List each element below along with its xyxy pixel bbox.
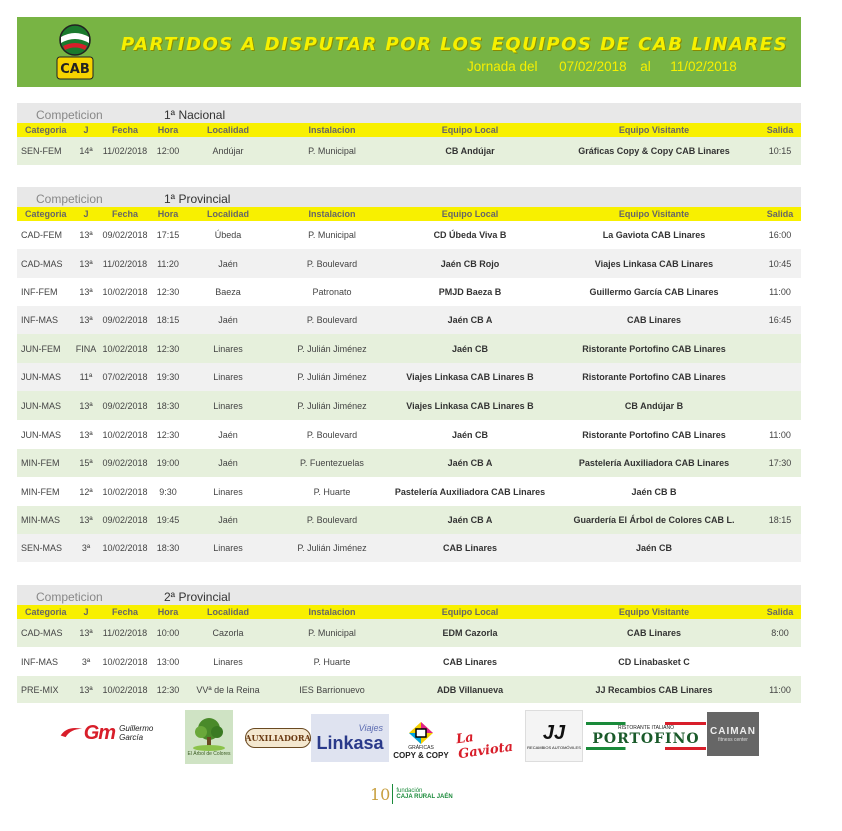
- column-header: Localidad: [183, 207, 273, 221]
- cell-visit: La Gaviota CAB Linares: [549, 221, 759, 249]
- cell-cat: INF-MAS: [17, 306, 75, 334]
- cell-salida: [759, 334, 801, 363]
- cell-inst: P. Boulevard: [273, 306, 391, 334]
- competition-label: Competicion: [36, 590, 103, 604]
- cell-hora: 19:00: [153, 449, 183, 477]
- cell-j: 11ª: [75, 363, 97, 391]
- cell-local: Jaén CB: [391, 420, 549, 449]
- cell-salida: [759, 391, 801, 420]
- cell-visit: CAB Linares: [549, 306, 759, 334]
- recambios-text: RECAMBIOS AUTOMÓVILES: [527, 745, 581, 750]
- cell-inst: P. Boulevard: [273, 420, 391, 449]
- cell-fecha: 10/02/2018: [97, 647, 153, 676]
- column-header: Categoria: [17, 605, 75, 619]
- sponsor-linkasa: [311, 714, 389, 762]
- cell-j: 13ª: [75, 278, 97, 306]
- cell-local: Jaén CB A: [391, 506, 549, 534]
- cell-loc: Linares: [183, 647, 273, 676]
- cell-inst: Patronato: [273, 278, 391, 306]
- cell-cat: INF-FEM: [17, 278, 75, 306]
- table-row: [17, 619, 801, 647]
- caiman-text: CAIMAN: [710, 725, 756, 737]
- cell-fecha: 10/02/2018: [97, 534, 153, 562]
- table-row: [17, 137, 801, 165]
- cell-inst: P. Fuentezuelas: [273, 449, 391, 477]
- column-header: Instalacion: [273, 605, 391, 619]
- auxiliadora-text: AUXILIADORA: [245, 733, 311, 743]
- cell-local: Jaén CB A: [391, 306, 549, 334]
- cell-hora: 12:30: [153, 420, 183, 449]
- cell-local: CAB Linares: [391, 534, 549, 562]
- cell-inst: P. Municipal: [273, 619, 391, 647]
- gaviota-text: La Gaviota: [455, 730, 514, 763]
- cell-fecha: 10/02/2018: [97, 334, 153, 363]
- competition-2-provincial: [17, 585, 801, 703]
- cell-hora: 18:30: [153, 534, 183, 562]
- table-row: [17, 449, 801, 477]
- column-header: Fecha: [97, 207, 153, 221]
- cell-inst: P. Municipal: [273, 137, 391, 165]
- cell-cat: PRE-MIX: [17, 676, 75, 703]
- cell-j: 3ª: [75, 647, 97, 676]
- page-title: PARTIDOS A DISPUTAR POR LOS EQUIPOS DE CAB LINARES: [121, 34, 789, 55]
- cell-fecha: 11/02/2018: [97, 249, 153, 278]
- cell-salida: 17:30: [759, 449, 801, 477]
- column-header: Equipo Local: [391, 207, 549, 221]
- competition-nacional: [17, 103, 801, 165]
- table-row: [17, 334, 801, 363]
- cell-cat: JUN-MAS: [17, 391, 75, 420]
- cell-j: 15ª: [75, 449, 97, 477]
- graficas-text: GRÁFICAS: [408, 744, 434, 751]
- cell-hora: 18:30: [153, 391, 183, 420]
- cell-visit: CAB Linares: [549, 619, 759, 647]
- cell-visit: Jaén CB: [549, 534, 759, 562]
- cell-loc: Jaén: [183, 420, 273, 449]
- cell-cat: MIN-MAS: [17, 506, 75, 534]
- gm-swoosh-icon: [59, 722, 84, 744]
- column-header: Salida: [759, 123, 801, 137]
- cell-loc: Andújar: [183, 137, 273, 165]
- date-to: 11/02/2018: [670, 59, 737, 74]
- cell-inst: P. Boulevard: [273, 506, 391, 534]
- cab-logo-icon: [55, 21, 95, 83]
- column-header: Fecha: [97, 605, 153, 619]
- cell-fecha: 09/02/2018: [97, 506, 153, 534]
- cell-inst: P. Huarte: [273, 647, 391, 676]
- cell-inst: P. Julián Jiménez: [273, 534, 391, 562]
- arbol-text: El Árbol de Colores: [187, 751, 231, 757]
- competition-name: 2ª Provincial: [164, 590, 231, 604]
- cell-fecha: 11/02/2018: [97, 619, 153, 647]
- cell-hora: 17:15: [153, 221, 183, 249]
- cell-loc: Linares: [183, 477, 273, 506]
- column-header: Hora: [153, 207, 183, 221]
- cell-visit: Jaén CB B: [549, 477, 759, 506]
- cell-j: 13ª: [75, 676, 97, 703]
- cell-loc: Cazorla: [183, 619, 273, 647]
- sponsor-auxiliadora: [245, 728, 311, 748]
- cell-hora: 12:30: [153, 334, 183, 363]
- sponsor-portofino: [583, 722, 709, 750]
- guillermo-text: Guillermo García: [119, 724, 154, 742]
- cell-loc: Jaén: [183, 506, 273, 534]
- column-header: Categoria: [17, 123, 75, 137]
- table-row: [17, 278, 801, 306]
- competition-name: 1ª Provincial: [164, 192, 231, 206]
- table-row: [17, 534, 801, 562]
- cell-visit: Ristorante Portofino CAB Linares: [549, 363, 759, 391]
- cell-loc: Baeza: [183, 278, 273, 306]
- matches-table: [17, 605, 801, 703]
- cell-hora: 12:30: [153, 278, 183, 306]
- sponsor-arbol-colores: [185, 710, 233, 764]
- cell-hora: 9:30: [153, 477, 183, 506]
- cell-j: 12ª: [75, 477, 97, 506]
- cell-salida: [759, 477, 801, 506]
- cell-visit: Gráficas Copy & Copy CAB Linares: [549, 137, 759, 165]
- cell-loc: Jaén: [183, 249, 273, 278]
- cell-visit: Viajes Linkasa CAB Linares: [549, 249, 759, 278]
- copy-text: COPY & COPY: [393, 750, 449, 760]
- cell-j: 13ª: [75, 249, 97, 278]
- column-header: J: [75, 605, 97, 619]
- cell-inst: P. Julián Jiménez: [273, 334, 391, 363]
- italian-flag-stripe-bottom: [586, 747, 706, 750]
- cell-fecha: 11/02/2018: [97, 137, 153, 165]
- column-header: Equipo Local: [391, 123, 549, 137]
- cell-j: 13ª: [75, 506, 97, 534]
- cell-fecha: 09/02/2018: [97, 391, 153, 420]
- column-header: Equipo Visitante: [549, 605, 759, 619]
- copy-copy-icon: [408, 721, 434, 745]
- cell-salida: [759, 363, 801, 391]
- competition-header: [17, 585, 801, 605]
- sponsor-jj-recambios: [525, 710, 583, 762]
- cell-inst: P. Huarte: [273, 477, 391, 506]
- jj-text: JJ: [542, 722, 566, 744]
- cell-loc: Linares: [183, 363, 273, 391]
- cell-cat: JUN-MAS: [17, 363, 75, 391]
- column-header: Salida: [759, 605, 801, 619]
- column-header: Hora: [153, 123, 183, 137]
- cell-visit: JJ Recambios CAB Linares: [549, 676, 759, 703]
- cell-hora: 19:30: [153, 363, 183, 391]
- cell-hora: 11:20: [153, 249, 183, 278]
- cell-visit: Pastelería Auxiliadora CAB Linares: [549, 449, 759, 477]
- cell-local: CAB Linares: [391, 647, 549, 676]
- cell-j: 14ª: [75, 137, 97, 165]
- fitness-text: fitness center: [718, 736, 748, 743]
- cell-cat: MIN-FEM: [17, 449, 75, 477]
- cell-local: Viajes Linkasa CAB Linares B: [391, 391, 549, 420]
- jornada-line: [467, 59, 737, 74]
- cell-salida: [759, 647, 801, 676]
- date-from: 07/02/2018: [559, 59, 627, 74]
- cell-fecha: 09/02/2018: [97, 306, 153, 334]
- cell-loc: Jaén: [183, 306, 273, 334]
- cell-inst: P. Julián Jiménez: [273, 363, 391, 391]
- table-row: [17, 676, 801, 703]
- cell-cat: INF-MAS: [17, 647, 75, 676]
- cell-local: Jaén CB A: [391, 449, 549, 477]
- cell-j: FINA: [75, 334, 97, 363]
- tree-icon: [189, 717, 229, 751]
- cell-local: Pastelería Auxiliadora CAB Linares: [391, 477, 549, 506]
- cell-visit: Guillermo García CAB Linares: [549, 278, 759, 306]
- cell-salida: 8:00: [759, 619, 801, 647]
- cell-fecha: 10/02/2018: [97, 676, 153, 703]
- column-header: Localidad: [183, 605, 273, 619]
- caja-rural-text: CAJA RURAL JAÉN: [396, 794, 453, 800]
- linkasa-text: Linkasa: [316, 732, 384, 753]
- cell-j: 13ª: [75, 420, 97, 449]
- table-row: [17, 506, 801, 534]
- competition-header: [17, 187, 801, 207]
- column-header: Localidad: [183, 123, 273, 137]
- cell-cat: JUN-FEM: [17, 334, 75, 363]
- cell-salida: 10:45: [759, 249, 801, 278]
- cell-visit: CB Andújar B: [549, 391, 759, 420]
- cell-fecha: 10/02/2018: [97, 278, 153, 306]
- cell-loc: Linares: [183, 534, 273, 562]
- cell-inst: P. Municipal: [273, 221, 391, 249]
- cell-cat: SEN-MAS: [17, 534, 75, 562]
- cell-salida: 18:15: [759, 506, 801, 534]
- cell-cat: CAD-MAS: [17, 619, 75, 647]
- table-row: [17, 363, 801, 391]
- table-row: [17, 249, 801, 278]
- cell-salida: [759, 534, 801, 562]
- viajes-text: Viajes: [358, 722, 383, 733]
- column-header: Hora: [153, 605, 183, 619]
- cell-inst: IES Barrionuevo: [273, 676, 391, 703]
- cell-local: Viajes Linkasa CAB Linares B: [391, 363, 549, 391]
- table-header-row: [17, 605, 801, 619]
- column-header: J: [75, 123, 97, 137]
- cell-hora: 12:00: [153, 137, 183, 165]
- cell-loc: Úbeda: [183, 221, 273, 249]
- cell-salida: 11:00: [759, 420, 801, 449]
- table-row: [17, 391, 801, 420]
- cell-local: CB Andújar: [391, 137, 549, 165]
- matches-table: [17, 123, 801, 165]
- cell-j: 13ª: [75, 391, 97, 420]
- competition-label: Competicion: [36, 192, 103, 206]
- cell-local: Jaén CB Rojo: [391, 249, 549, 278]
- matches-table: [17, 207, 801, 562]
- table-row: [17, 221, 801, 249]
- jornada-label: Jornada del: [467, 59, 538, 74]
- cell-loc: Jaén: [183, 449, 273, 477]
- column-header: Equipo Visitante: [549, 207, 759, 221]
- date-al: al: [640, 59, 651, 74]
- cell-salida: 16:00: [759, 221, 801, 249]
- cell-j: 13ª: [75, 306, 97, 334]
- competition-1-provincial: [17, 187, 801, 562]
- cell-cat: SEN-FEM: [17, 137, 75, 165]
- column-header: Categoria: [17, 207, 75, 221]
- cell-hora: 10:00: [153, 619, 183, 647]
- cell-loc: Linares: [183, 334, 273, 363]
- cell-local: EDM Cazorla: [391, 619, 549, 647]
- competition-header: [17, 103, 801, 123]
- cell-visit: Ristorante Portofino CAB Linares: [549, 334, 759, 363]
- cell-fecha: 09/02/2018: [97, 221, 153, 249]
- cell-j: 3ª: [75, 534, 97, 562]
- cell-visit: CD Linabasket C: [549, 647, 759, 676]
- cell-fecha: 07/02/2018: [97, 363, 153, 391]
- table-row: [17, 477, 801, 506]
- cell-hora: 12:30: [153, 676, 183, 703]
- cell-inst: P. Julián Jiménez: [273, 391, 391, 420]
- table-row: [17, 306, 801, 334]
- sponsor-caiman: [707, 712, 759, 756]
- cell-salida: 10:15: [759, 137, 801, 165]
- table-row: [17, 647, 801, 676]
- cell-j: 13ª: [75, 221, 97, 249]
- aniversario-text: 10: [370, 784, 391, 804]
- table-header-row: [17, 207, 801, 221]
- column-header: Salida: [759, 207, 801, 221]
- sponsor-guillermo-garcia: [59, 714, 169, 752]
- fundacion-text: fundación: [396, 788, 423, 794]
- cell-cat: CAD-FEM: [17, 221, 75, 249]
- column-header: Instalacion: [273, 207, 391, 221]
- cell-loc: Linares: [183, 391, 273, 420]
- header-banner: [17, 17, 801, 87]
- cell-salida: 11:00: [759, 278, 801, 306]
- cell-local: PMJD Baeza B: [391, 278, 549, 306]
- cell-cat: CAD-MAS: [17, 249, 75, 278]
- cell-visit: Ristorante Portofino CAB Linares: [549, 420, 759, 449]
- competition-label: Competicion: [36, 108, 103, 122]
- competition-name: 1ª Nacional: [164, 108, 226, 122]
- sponsors-strip: [17, 708, 801, 773]
- ristorante-text: RISTORANTE ITALIANO: [618, 725, 674, 731]
- cell-hora: 18:15: [153, 306, 183, 334]
- logo-text: CAB: [60, 62, 90, 77]
- cell-inst: P. Boulevard: [273, 249, 391, 278]
- column-header: J: [75, 207, 97, 221]
- cell-cat: MIN-FEM: [17, 477, 75, 506]
- footer-divider: [392, 784, 393, 804]
- column-header: Equipo Local: [391, 605, 549, 619]
- column-header: Fecha: [97, 123, 153, 137]
- cell-j: 13ª: [75, 619, 97, 647]
- fundacion-caja-rural-logo: [370, 782, 453, 806]
- portofino-text: PORTOFINO: [592, 731, 700, 747]
- cell-salida: 11:00: [759, 676, 801, 703]
- cell-fecha: 09/02/2018: [97, 449, 153, 477]
- sponsor-la-gaviota: [455, 730, 519, 763]
- cell-hora: 19:45: [153, 506, 183, 534]
- cell-cat: JUN-MAS: [17, 420, 75, 449]
- table-row: [17, 420, 801, 449]
- table-header-row: [17, 123, 801, 137]
- cell-local: CD Úbeda Viva B: [391, 221, 549, 249]
- cell-fecha: 10/02/2018: [97, 477, 153, 506]
- sponsor-copy-copy: [389, 716, 453, 764]
- cell-hora: 13:00: [153, 647, 183, 676]
- column-header: Equipo Visitante: [549, 123, 759, 137]
- cell-local: ADB Villanueva: [391, 676, 549, 703]
- gm-mark: Gm: [83, 721, 116, 744]
- column-header: Instalacion: [273, 123, 391, 137]
- cell-salida: 16:45: [759, 306, 801, 334]
- cell-fecha: 10/02/2018: [97, 420, 153, 449]
- cell-visit: Guardería El Árbol de Colores CAB L.: [549, 506, 759, 534]
- cell-loc: VVª de la Reina: [183, 676, 273, 703]
- cell-local: Jaén CB: [391, 334, 549, 363]
